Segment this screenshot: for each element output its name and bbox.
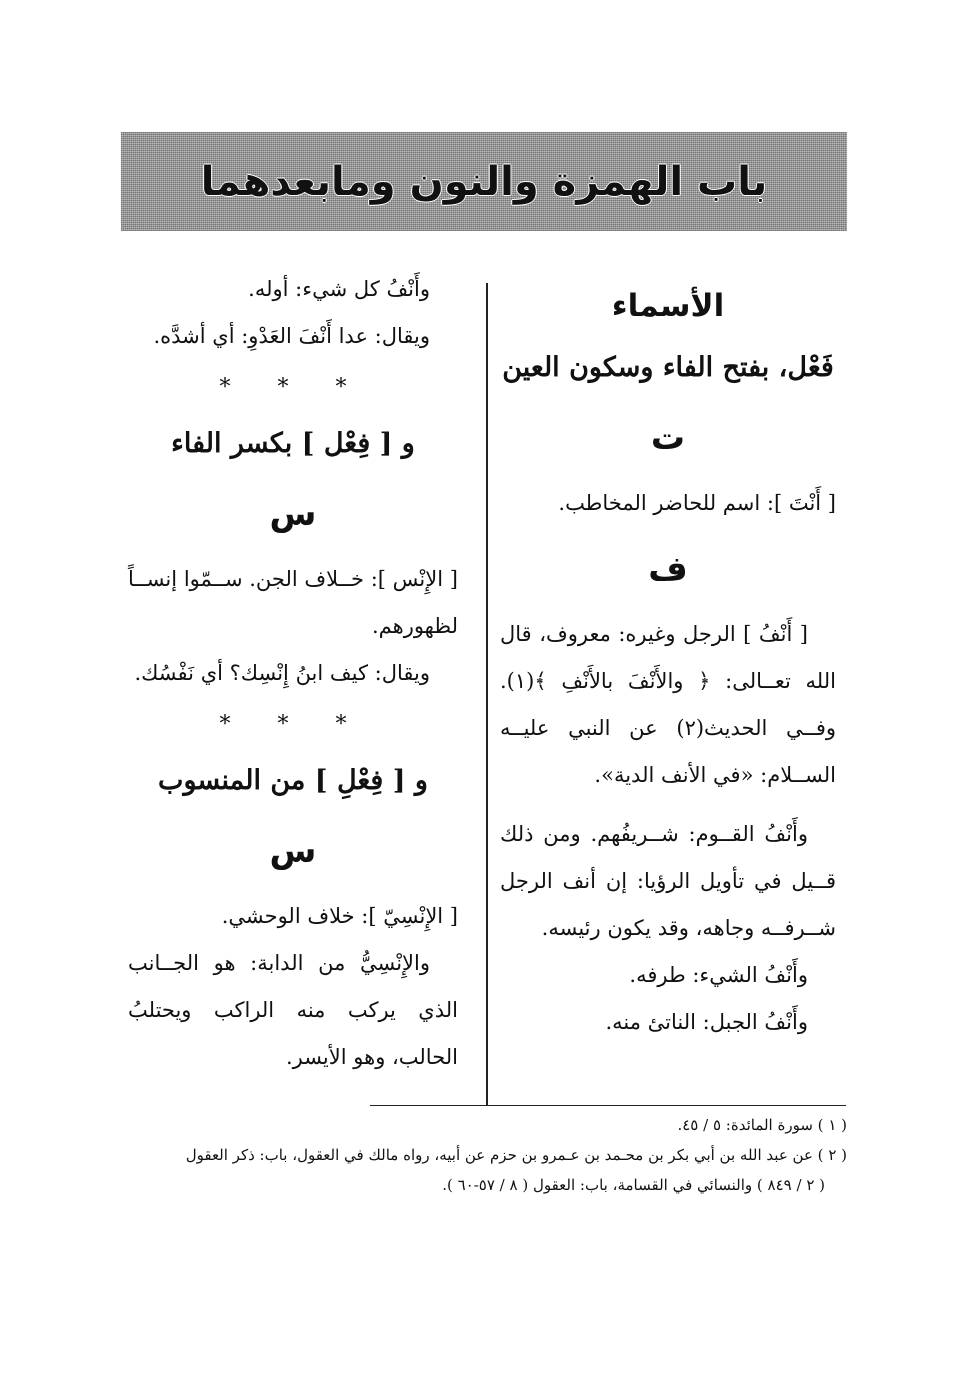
entry-anf-jabal: وأَنْفُ الجبل: الناتئ منه.: [605, 1010, 808, 1034]
entry-anf: [ أَنْفُ ] الرجل وغيره: معروف، قال الله تعــالى: ﴿ والأَنْفَ بالأَنْفِ ﴾(١). وفــي الحديث(٢) عن النبي عليــه الســلام: «في الأنف الدية».: [500, 622, 837, 787]
column-divider: [486, 283, 488, 1105]
left-column: [128, 266, 458, 1081]
pattern-heading-mansub: و [ فِعْلِ ] من المنسوب: [158, 765, 428, 796]
separator-stars: * * *: [219, 375, 367, 400]
letter-heading-s: س: [269, 831, 317, 871]
entry-ins: [ الإِنْس ]: خــلاف الجن. ســمّوا إنســاً لظهورهم.: [128, 567, 458, 638]
footnote-rule: [370, 1105, 846, 1106]
letter-heading-f: ف: [648, 549, 688, 589]
footnote-2: ( ٢ ) عن عبد الله بن أبي بكر بن محـمد بن عـمرو بن حزم عن أبيه، رواه مالك في العقول، باب: ذكر العقول: [185, 1146, 847, 1164]
entry-anf-kull: وأَنْفُ كل شيء: أوله.: [248, 277, 430, 301]
entry-anf-qawm: وأَنْفُ القــوم: شــريفُهم. ومن ذلك قــيل في تأويل الرؤيا: إن أنف الرجل شــرفــه وجاهه، وقد يكون رئيسه.: [500, 822, 836, 940]
separator-stars: * * *: [219, 712, 367, 737]
entry-insuk: ويقال: كيف ابنُ إِنْسِك؟ أي نَفْسُك.: [134, 661, 430, 685]
footnote-1: ( ١ ) سورة المائدة: ٥ / ٤٥.: [677, 1116, 847, 1134]
entry-insi-dabba: والإِنْسِيُّ من الدابة: هو الجــانب الذي يركب منه الراكب ويحتلبُ الحالب، وهو الأيسر.: [128, 951, 458, 1069]
entry-anf-adw: ويقال: عدا أَنْفَ العَدْوِ: أي أشدَّه.: [153, 324, 430, 348]
entry-anta: [ أَنْتَ ]: اسم للحاضر المخاطب.: [558, 491, 836, 515]
footnote-2-continuation: ( ٢ / ٨٤٩ ) والنسائي في القسامة، باب: العقول ( ٨ / ٥٧-٦٠ ).: [442, 1176, 825, 1194]
letter-heading-s: س: [269, 494, 317, 534]
pattern-heading-kasr: و [ فِعْل ] بكسر الفاء: [171, 428, 415, 459]
entry-anf-shay: وأَنْفُ الشيء: طرفه.: [629, 963, 808, 987]
right-column: [500, 272, 836, 1046]
letter-heading-t: ت: [650, 418, 686, 458]
chapter-title: باب الهمزة والنون ومابعدهما: [200, 158, 768, 205]
entry-insi: [ الإِنْسِيّ ]: خلاف الوحشي.: [221, 904, 458, 928]
pattern-heading: فَعْل، بفتح الفاء وسكون العين: [502, 352, 834, 383]
footnotes: [125, 1110, 847, 1200]
chapter-title-banner: [121, 132, 847, 231]
section-heading: الأسماء: [611, 288, 725, 324]
